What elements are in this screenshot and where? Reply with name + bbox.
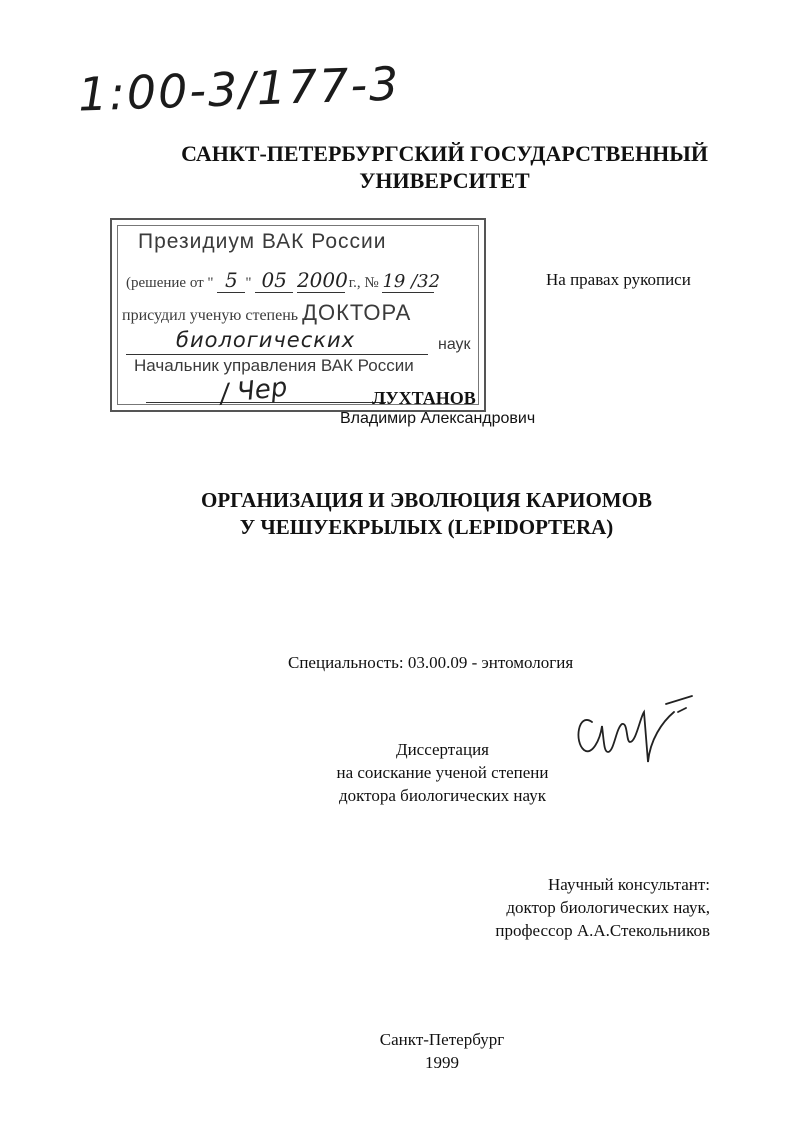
title-line-1: ОРГАНИЗАЦИЯ И ЭВОЛЮЦИЯ КАРИОМОВ — [201, 488, 652, 512]
consultant-line-1: Научный консультант: — [548, 875, 710, 894]
archive-code: 1:00-3/177-3 — [77, 56, 402, 122]
university-line-1: САНКТ-ПЕТЕРБУРГСКИЙ ГОСУДАРСТВЕННЫЙ — [181, 141, 708, 166]
stamp-decision-number: 19 /32 — [382, 271, 441, 292]
stamp-decision-row — [126, 268, 441, 293]
year: 1999 — [425, 1053, 459, 1072]
scientific-consultant — [420, 873, 710, 942]
vak-stamp — [110, 218, 486, 412]
stamp-signature: / Чер — [218, 372, 289, 410]
stamp-awarded-prefix: присудил ученую степень — [122, 307, 299, 324]
university-line-2: УНИВЕРСИТЕТ — [359, 168, 530, 193]
stamp-chief: Начальник управления ВАК России — [134, 356, 414, 375]
diss-line-1: Диссертация — [395, 740, 489, 759]
specialty: Специальность: 03.00.09 - энтомология — [288, 653, 574, 672]
signature-mark — [570, 682, 700, 772]
consultant-line-2: доктор биологических наук, — [506, 898, 710, 917]
place: Санкт-Петербург — [379, 1030, 505, 1049]
dissertation-title — [30, 487, 793, 541]
stamp-decision-quote: " — [245, 275, 252, 291]
stamp-field-underline — [126, 354, 428, 355]
stamp-decision-prefix: (решение от " — [126, 275, 214, 291]
stamp-science-field: биологических — [176, 328, 356, 352]
stamp-decision-day: 5 — [217, 268, 245, 293]
place-and-year — [340, 1028, 544, 1074]
stamp-header: Президиум ВАК России — [138, 230, 387, 253]
author-name: Владимир Александрович — [340, 410, 536, 427]
stamp-science-suffix: наук — [438, 336, 471, 353]
title-line-2: У ЧЕШУЕКРЫЛЫХ (LEPIDOPTERA) — [239, 515, 614, 539]
stamp-awarded-row — [122, 300, 411, 326]
stamp-decision-month: 05 — [255, 268, 293, 293]
manuscript-note: На правах рукописи — [546, 270, 691, 289]
stamp-field-row — [126, 328, 484, 358]
university-name — [48, 140, 793, 194]
diss-line-3: доктора биологических наук — [339, 786, 546, 805]
dissertation-info — [320, 738, 565, 807]
author-surname: ЛУХТАНОВ — [372, 388, 476, 408]
diss-line-2: на соискание ученой степени — [336, 763, 549, 782]
consultant-line-3: профессор А.А.Стекольников — [495, 921, 710, 940]
stamp-degree: ДОКТОРА — [302, 300, 412, 325]
stamp-decision-year-suffix: г., № — [348, 275, 379, 291]
stamp-decision-year: 2000 — [296, 268, 348, 292]
